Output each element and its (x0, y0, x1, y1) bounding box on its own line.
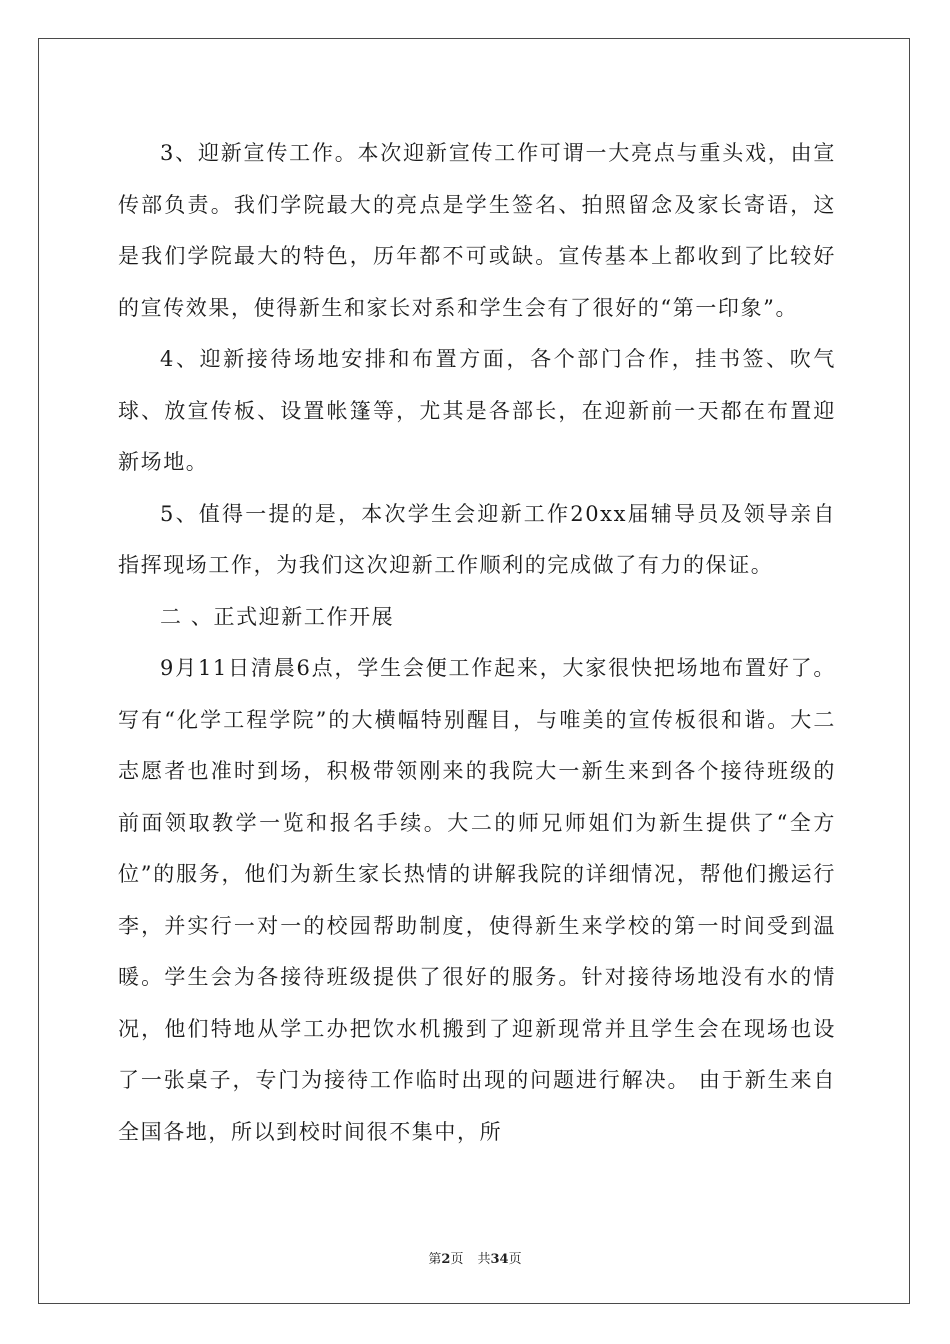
page-prefix: 第 (428, 1252, 442, 1267)
page-footer (0, 1248, 950, 1267)
total-suffix: 页 (508, 1252, 522, 1267)
page-number: 2 (441, 1252, 451, 1267)
page-suffix: 页 (450, 1252, 464, 1267)
paragraph-welcome-day: 9月11日清晨6点，学生会便工作起来，大家很快把场地布置好了。写有“化学工程学院”的大横幅特别醒目，与唯美的宣传板很和谐。大二志愿者也准时到场，积极带领刚来的我院大一新生来到各个接待班级的前面领取教学一览和报名手续。大二的师兄师姐们为新生提供了“全方位”的服务，他们为新生家长热情的讲解我院的详细情况，帮他们搬运行李，并实行一对一的校园帮助制度，使得新生来学校的第一时间受到温暖。学生会为各接待班级提供了很好的服务。针对接待场地没有水的情况，他们特地从学工办把饮水机搬到了迎新现常并且学生会在现场也设了一张桌子，专门为接待工作临时出现的问题进行解决。 由于新生来自全国各地，所以到校时间很不集中，所 (118, 656, 836, 1144)
paragraph-venue-arrangement: 4、迎新接待场地安排和布置方面，各个部门合作，挂书签、吹气球、放宣传板、设置帐篷等，尤其是各部长，在迎新前一天都在布置迎新场地。 (118, 347, 836, 474)
total-prefix: 共 (477, 1252, 491, 1267)
section-heading-formal-welcome: 二 、正式迎新工作开展 (160, 604, 395, 629)
paragraph-publicity-work: 3、迎新宣传工作。本次迎新宣传工作可谓一大亮点与重头戏，由宣传部负责。我们学院最大的亮点是学生签名、拍照留念及家长寄语，这是我们学院最大的特色，历年都不可或缺。宣传基本上都收到了比较好的宣传效果，使得新生和家长对系和学生会有了很好的“第一印象”。 (118, 141, 836, 320)
total-pages: 34 (490, 1252, 509, 1267)
document-body (118, 128, 836, 1158)
paragraph-counselor-guidance: 5、值得一提的是，本次学生会迎新工作20xx届辅导员及领导亲自指挥现场工作，为我们这次迎新工作顺利的完成做了有力的保证。 (118, 501, 836, 577)
